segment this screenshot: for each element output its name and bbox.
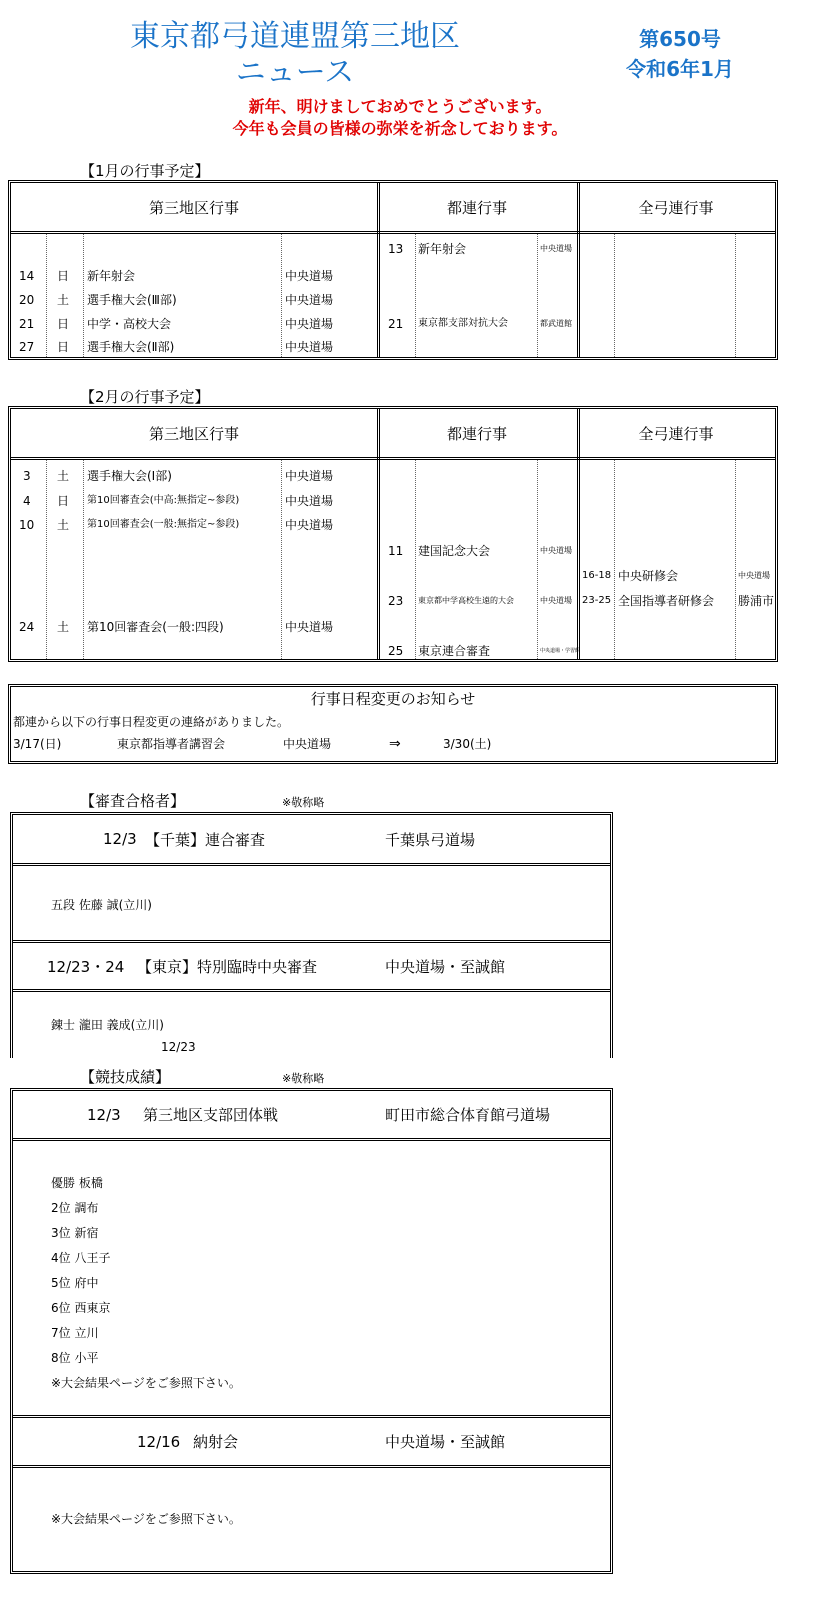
table-row: 23-25 全国指導者研修会 勝浦市 — [582, 594, 775, 608]
table-row: 3 土 選手権大会(Ⅰ部) 中央道場 — [23, 469, 334, 483]
list-item: 6位 西東京 — [51, 1301, 111, 1315]
list-item: 7位 立川 — [51, 1326, 99, 1340]
change-row — [11, 733, 775, 755]
compete-block-body — [13, 1468, 610, 1568]
change-title: 行事日程変更のお知らせ — [310, 690, 476, 708]
table-row: 25 東京連合審査 中央道場・学習館 — [388, 644, 581, 658]
table-row: 10 土 第10回審査会(一般:無指定~参段) 中央道場 — [19, 518, 334, 532]
table-row: 23 東京都中学高校生遠的大会 中央道場 — [388, 594, 572, 608]
jan-header-toren: 都連行事 — [446, 198, 507, 217]
greeting-line2: 今年も会員の皆様の弥栄を祈念しております。 — [232, 119, 568, 138]
exam-section-title: 【審査合格者】 — [80, 792, 186, 810]
table-row: 24 土 第10回審査会(一般:四段) 中央道場 — [19, 620, 334, 634]
table-row: 4 日 第10回審査会(中高:無指定~参段) 中央道場 — [23, 494, 334, 508]
feb-header-district: 第三地区行事 — [148, 424, 239, 443]
result-note: ※大会結果ページをご参照下さい。 — [51, 1512, 241, 1526]
table-row: 16-18 中央研修会 中央道場 — [582, 569, 770, 583]
change-event: 東京都指導者講習会 — [117, 737, 226, 751]
feb-schedule-table — [8, 406, 778, 662]
exam-results-box — [10, 812, 613, 1058]
result-note: ※大会結果ページをご参照下さい。 — [51, 1376, 241, 1390]
exam-block-body: 五段 佐藤 誠(立川) — [13, 866, 610, 943]
compete-block-body — [13, 1141, 610, 1418]
table-row: 27 日 選手権大会(Ⅱ部) 中央道場 — [19, 340, 334, 354]
schedule-change-notice — [8, 684, 778, 764]
list-item: 2位 調布 — [51, 1201, 99, 1215]
exam-block-header: 12/3 【千葉】連合審査 千葉県弓道場 — [13, 815, 610, 866]
feb-header-zenkyu: 全弓連行事 — [638, 424, 714, 443]
feb-section-title: 【2月の行事予定】 — [80, 388, 210, 406]
table-row: 20 土 選手権大会(Ⅲ部) 中央道場 — [19, 293, 334, 307]
table-row: 21 東京都支部対抗大会 都武道館 — [388, 317, 572, 331]
issue-date: 令和6年1月 — [626, 57, 734, 81]
newsletter-title-line1: 東京都弓道連盟第三地区 — [130, 19, 460, 54]
list-item: 4位 八王子 — [51, 1251, 111, 1265]
compete-block-header: 12/3 第三地区支部団体戦 町田市総合体育館弓道場 — [13, 1091, 610, 1141]
greeting-line1: 新年、明けましておめでとうございます。 — [248, 97, 552, 116]
list-item: 8位 小平 — [51, 1351, 99, 1365]
compete-note: ※敬称略 — [282, 1072, 325, 1085]
table-row: 11 建国記念大会 中央道場 — [388, 544, 572, 558]
change-to-date: 3/30(土) — [443, 737, 492, 751]
exam-block-body: 錬士 瀧田 義成(立川) 12/23 — [10, 992, 610, 1058]
issue-number: 第650号 — [639, 27, 721, 51]
jan-header-district: 第三地区行事 — [148, 198, 239, 217]
change-place: 中央道場 — [283, 737, 332, 751]
arrow-icon: ⇒ — [389, 736, 401, 752]
exam-note: ※敬称略 — [282, 796, 325, 809]
jan-schedule-table — [8, 180, 778, 360]
jan-section-title: 【1月の行事予定】 — [80, 162, 210, 180]
jan-header-zenkyu: 全弓連行事 — [638, 198, 714, 217]
compete-block-header: 12/16 納射会 中央道場・至誠館 — [13, 1418, 610, 1468]
list-item: 3位 新宿 — [51, 1226, 99, 1240]
compete-results-box — [10, 1088, 613, 1574]
table-row: 13 新年射会 中央道場 — [388, 242, 572, 256]
change-from-date: 3/17(日) — [13, 737, 62, 751]
compete-section-title: 【競技成績】 — [80, 1068, 171, 1086]
feb-header-toren: 都連行事 — [446, 424, 507, 443]
table-row: 21 日 中学・高校大会 中央道場 — [19, 317, 334, 331]
list-item: 5位 府中 — [51, 1276, 99, 1290]
table-row: 14 日 新年射会 中央道場 — [19, 269, 334, 283]
list-item: 優勝 板橋 — [51, 1176, 103, 1190]
change-text: 都連から以下の行事日程変更の連絡がありました。 — [13, 715, 290, 729]
exam-block-header: 12/23・24 【東京】特別臨時中央審査 中央道場・至誠館 — [13, 943, 610, 992]
newsletter-title-line2: ニュース — [235, 55, 355, 90]
